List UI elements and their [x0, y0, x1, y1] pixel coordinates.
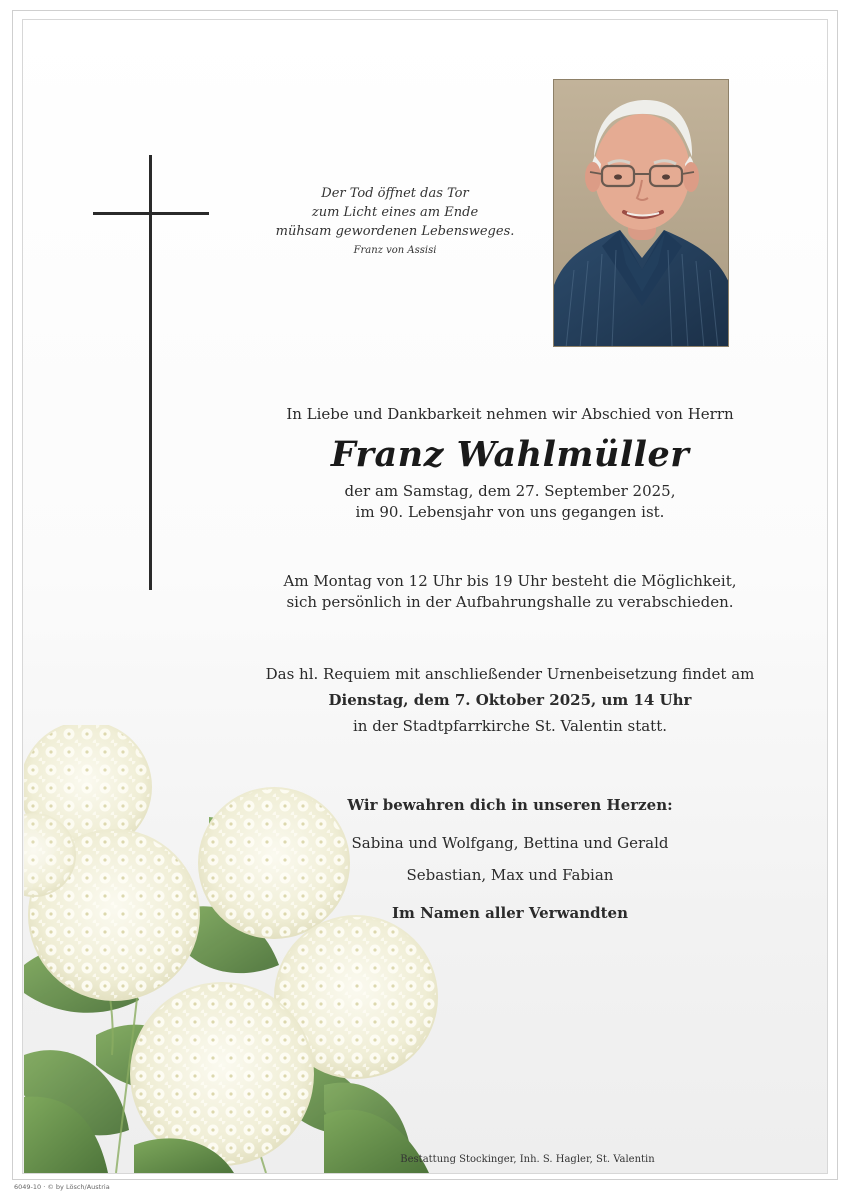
death-line: im 90. Lebensjahr von uns gegangen ist.: [355, 503, 665, 521]
cross-icon: [149, 155, 152, 590]
funeral-home-name: Bestattung Stockinger, Inh. S. Hagler, St. Valentin: [400, 1154, 655, 1165]
quote-line: Der Tod öffnet das Tor: [321, 186, 469, 201]
family-names: Sabina und Wolfgang, Bettina und Gerald: [351, 834, 669, 852]
viewing-line: Am Montag von 12 Uhr bis 19 Uhr besteht die Möglichkeit,: [283, 572, 737, 590]
viewing-line: sich persönlich in der Aufbahrungshalle zu verabschieden.: [286, 593, 734, 611]
requiem-date: Dienstag, dem 7. Oktober 2025, um 14 Uhr: [328, 691, 692, 709]
print-mark: 6049-10 · © by Lösch/Austria: [14, 1183, 110, 1191]
hydrangea-flowers-icon: [24, 725, 459, 1173]
hydrangea-flowers-decoration: [24, 725, 459, 1173]
requiem-location: in der Stadtpfarrkirche St. Valentin statt.: [352, 717, 668, 735]
quote-author: Franz von Assisi: [353, 245, 437, 256]
quote-line: mühsam gewordenen Lebensweges.: [275, 224, 515, 239]
mourners-heading: Wir bewahren dich in unseren Herzen:: [347, 796, 673, 814]
memorial-quote: [270, 184, 520, 259]
death-information: [230, 481, 790, 523]
requiem-line: Das hl. Requiem mit anschließender Urnenbeisetzung findet am: [265, 665, 755, 683]
death-line: der am Samstag, dem 27. September 2025,: [344, 482, 676, 500]
portrait-illustration: [554, 80, 729, 347]
quote-line: zum Licht eines am Ende: [311, 205, 479, 220]
viewing-information: [230, 571, 790, 613]
grandchildren-names: Sebastian, Max und Fabian: [406, 866, 614, 884]
portrait-photo: [553, 79, 729, 347]
cross-bar-icon: [93, 212, 209, 215]
relatives-line: Im Namen aller Verwandten: [392, 904, 628, 922]
deceased-name: Franz Wahlmüller: [330, 434, 690, 475]
farewell-intro: In Liebe und Dankbarkeit nehmen wir Abschied von Herrn: [286, 405, 734, 423]
